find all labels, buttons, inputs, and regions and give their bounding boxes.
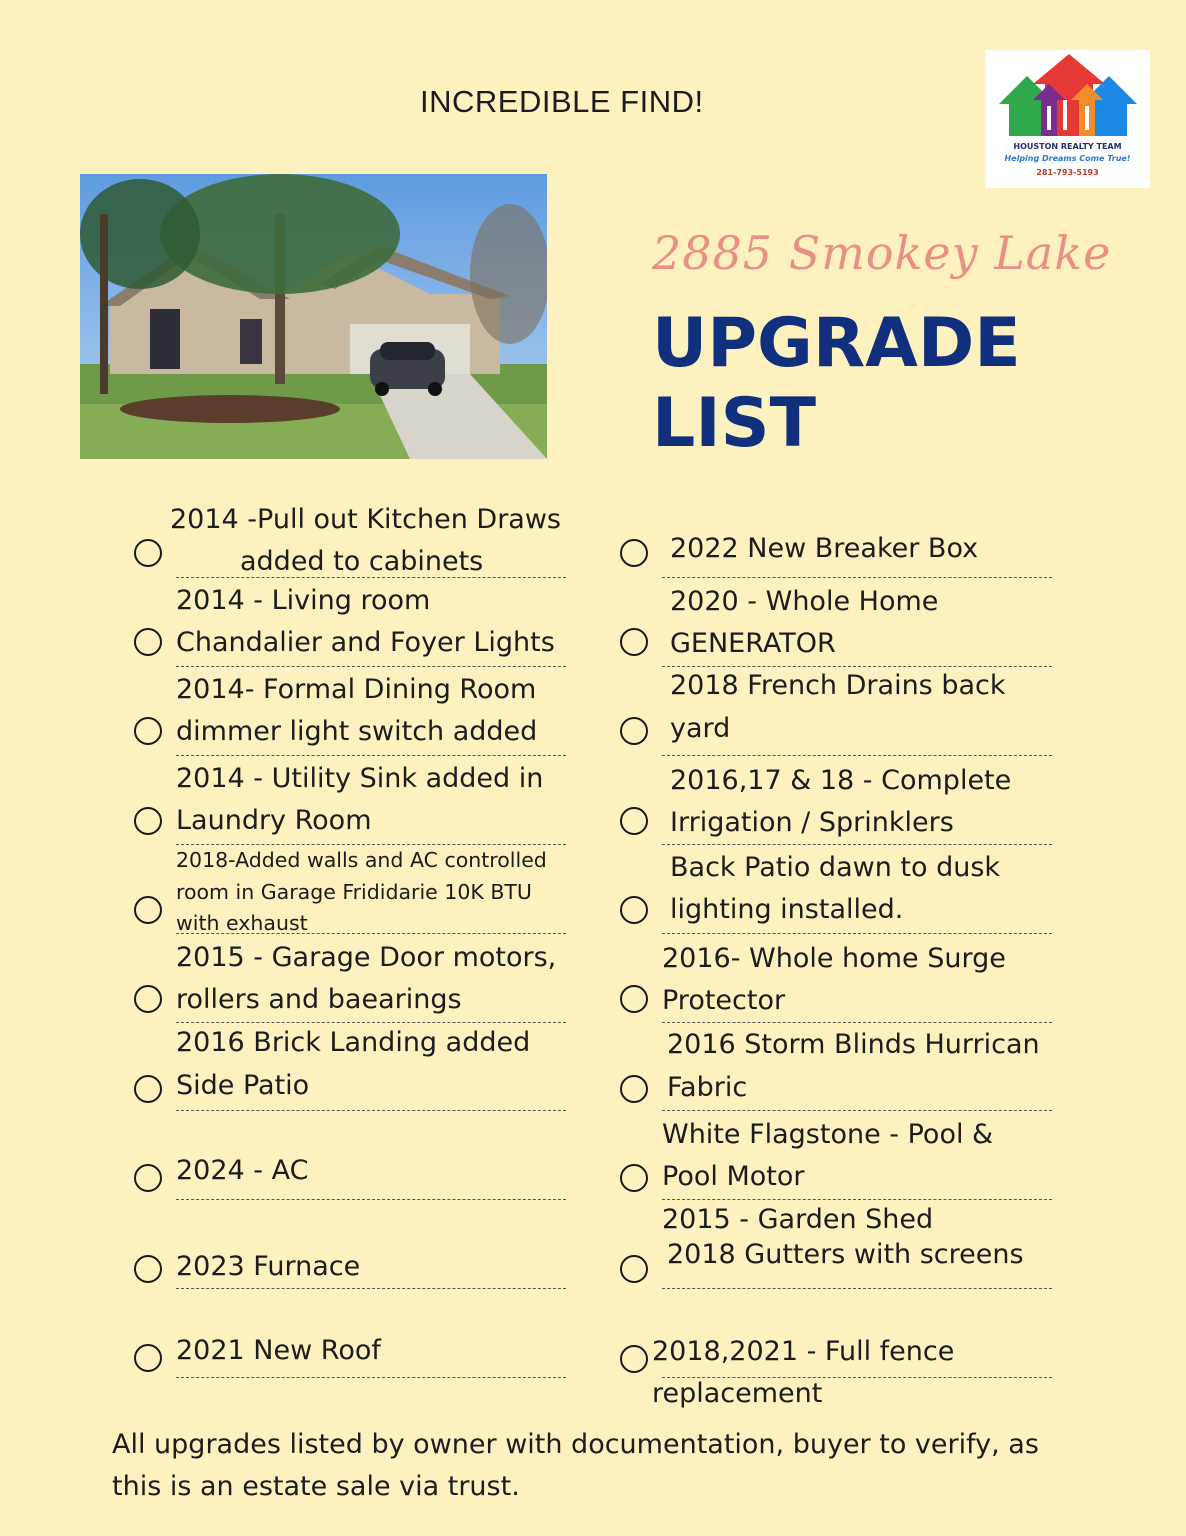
item-text-line: 2020 - Whole Home: [670, 586, 939, 617]
title-line-1: UPGRADE: [652, 304, 1021, 383]
item-text-line: 2018,2021 - Full fence: [652, 1336, 955, 1367]
checkbox-circle[interactable]: [620, 807, 648, 835]
dotted-line: [662, 844, 1052, 845]
dotted-line: [176, 577, 566, 578]
checkbox-circle[interactable]: [620, 1255, 648, 1283]
dotted-line: [176, 933, 566, 934]
checkbox-circle[interactable]: [134, 1255, 162, 1283]
item-text-line: 2015 - Garage Door motors,: [176, 942, 557, 973]
item-text-line: yard: [670, 713, 731, 744]
checkbox-circle[interactable]: [134, 985, 162, 1013]
item-text-line: lighting installed.: [670, 894, 904, 925]
dotted-line: [176, 1377, 566, 1378]
item-text-line: Irrigation / Sprinklers: [670, 807, 954, 838]
logo-company-name: HOUSTON REALTY TEAM: [1013, 142, 1122, 151]
item-text-line: rollers and baearings: [176, 984, 462, 1015]
item-text-line: 2018 Gutters with screens: [667, 1239, 1024, 1270]
item-text-line: replacement: [652, 1378, 823, 1409]
house-photo-icon: [80, 174, 547, 459]
disclaimer-line-2: this is an estate sale via trust.: [112, 1471, 520, 1502]
dotted-line: [176, 666, 566, 667]
title-line-2: LIST: [652, 384, 816, 463]
item-text-line: Laundry Room: [176, 805, 372, 836]
item-text-line: 2014 - Living room: [176, 585, 431, 616]
checkbox-circle[interactable]: [620, 896, 648, 924]
checkbox-circle[interactable]: [620, 1164, 648, 1192]
checkbox-circle[interactable]: [134, 717, 162, 745]
item-text-line: 2022 New Breaker Box: [670, 533, 979, 564]
house-photo: [80, 174, 547, 459]
dotted-line: [176, 755, 566, 756]
headline: INCREDIBLE FIND!: [420, 84, 704, 119]
checkbox-circle[interactable]: [620, 539, 648, 567]
page-title: [652, 304, 1021, 464]
dotted-line: [662, 1110, 1052, 1111]
item-text-line: 2016 Brick Landing added: [176, 1027, 531, 1058]
item-text-line: added to cabinets: [240, 546, 484, 577]
dotted-line: [662, 1022, 1052, 1023]
item-text-line: 2021 New Roof: [176, 1335, 381, 1366]
disclaimer-line-1: All upgrades listed by owner with documentation, buyer to verify, as: [112, 1429, 1039, 1460]
checkbox-circle[interactable]: [134, 628, 162, 656]
item-text-line: 2014 -Pull out Kitchen Draws: [170, 504, 561, 535]
dotted-line: [662, 577, 1052, 578]
item-text-line: 2016,17 & 18 - Complete: [670, 765, 1012, 796]
company-logo: [985, 50, 1150, 188]
item-text-line: 2015 - Garden Shed: [662, 1204, 934, 1235]
checkbox-circle[interactable]: [620, 717, 648, 745]
dotted-line: [662, 1288, 1052, 1289]
checkbox-circle[interactable]: [134, 1164, 162, 1192]
checkbox-circle[interactable]: [134, 539, 162, 567]
checkbox-circle[interactable]: [134, 1344, 162, 1372]
logo-slogan: Helping Dreams Come True!: [1004, 154, 1131, 163]
checkbox-circle[interactable]: [620, 1075, 648, 1103]
item-text-line: 2016- Whole home Surge: [662, 943, 1006, 974]
checkbox-circle[interactable]: [134, 1075, 162, 1103]
dotted-line: [662, 1377, 1052, 1378]
item-text-line: White Flagstone - Pool &: [662, 1119, 994, 1150]
item-text-line: 2018 French Drains back: [670, 670, 1006, 701]
item-text-line: 2018-Added walls and AC controlled: [176, 848, 547, 872]
item-text-line: 2016 Storm Blinds Hurrican: [667, 1029, 1040, 1060]
item-text-line: room in Garage Frididarie 10K BTU: [176, 880, 532, 904]
checkbox-circle[interactable]: [134, 896, 162, 924]
item-text-line: Pool Motor: [662, 1161, 805, 1192]
item-text-line: with exhaust: [176, 911, 308, 935]
item-text-line: 2014- Formal Dining Room: [176, 674, 537, 705]
item-text-line: Fabric: [667, 1072, 748, 1103]
dotted-line: [176, 1199, 566, 1200]
dotted-line: [176, 1288, 566, 1289]
item-text-line: 2024 - AC: [176, 1155, 309, 1186]
checkbox-circle[interactable]: [134, 807, 162, 835]
logo-phone: 281-793-5193: [1036, 168, 1099, 177]
disclaimer: [112, 1424, 1072, 1508]
item-text-line: 2023 Furnace: [176, 1251, 361, 1282]
property-address: 2885 Smokey Lake: [652, 226, 1112, 280]
checkbox-circle[interactable]: [620, 1345, 648, 1373]
item-text-line: dimmer light switch added: [176, 716, 538, 747]
dotted-line: [176, 1110, 566, 1111]
dotted-line: [662, 755, 1052, 756]
item-text-line: Back Patio dawn to dusk: [670, 852, 1001, 883]
dotted-line: [662, 933, 1052, 934]
item-text-line: Chandalier and Foyer Lights: [176, 627, 555, 658]
checkbox-circle[interactable]: [620, 985, 648, 1013]
houses-logo-icon: [993, 54, 1143, 142]
item-text-line: Protector: [662, 985, 786, 1016]
item-text-line: Side Patio: [176, 1070, 310, 1101]
item-text-line: 2014 - Utility Sink added in: [176, 763, 544, 794]
checkbox-circle[interactable]: [620, 628, 648, 656]
item-text-line: GENERATOR: [670, 628, 836, 659]
